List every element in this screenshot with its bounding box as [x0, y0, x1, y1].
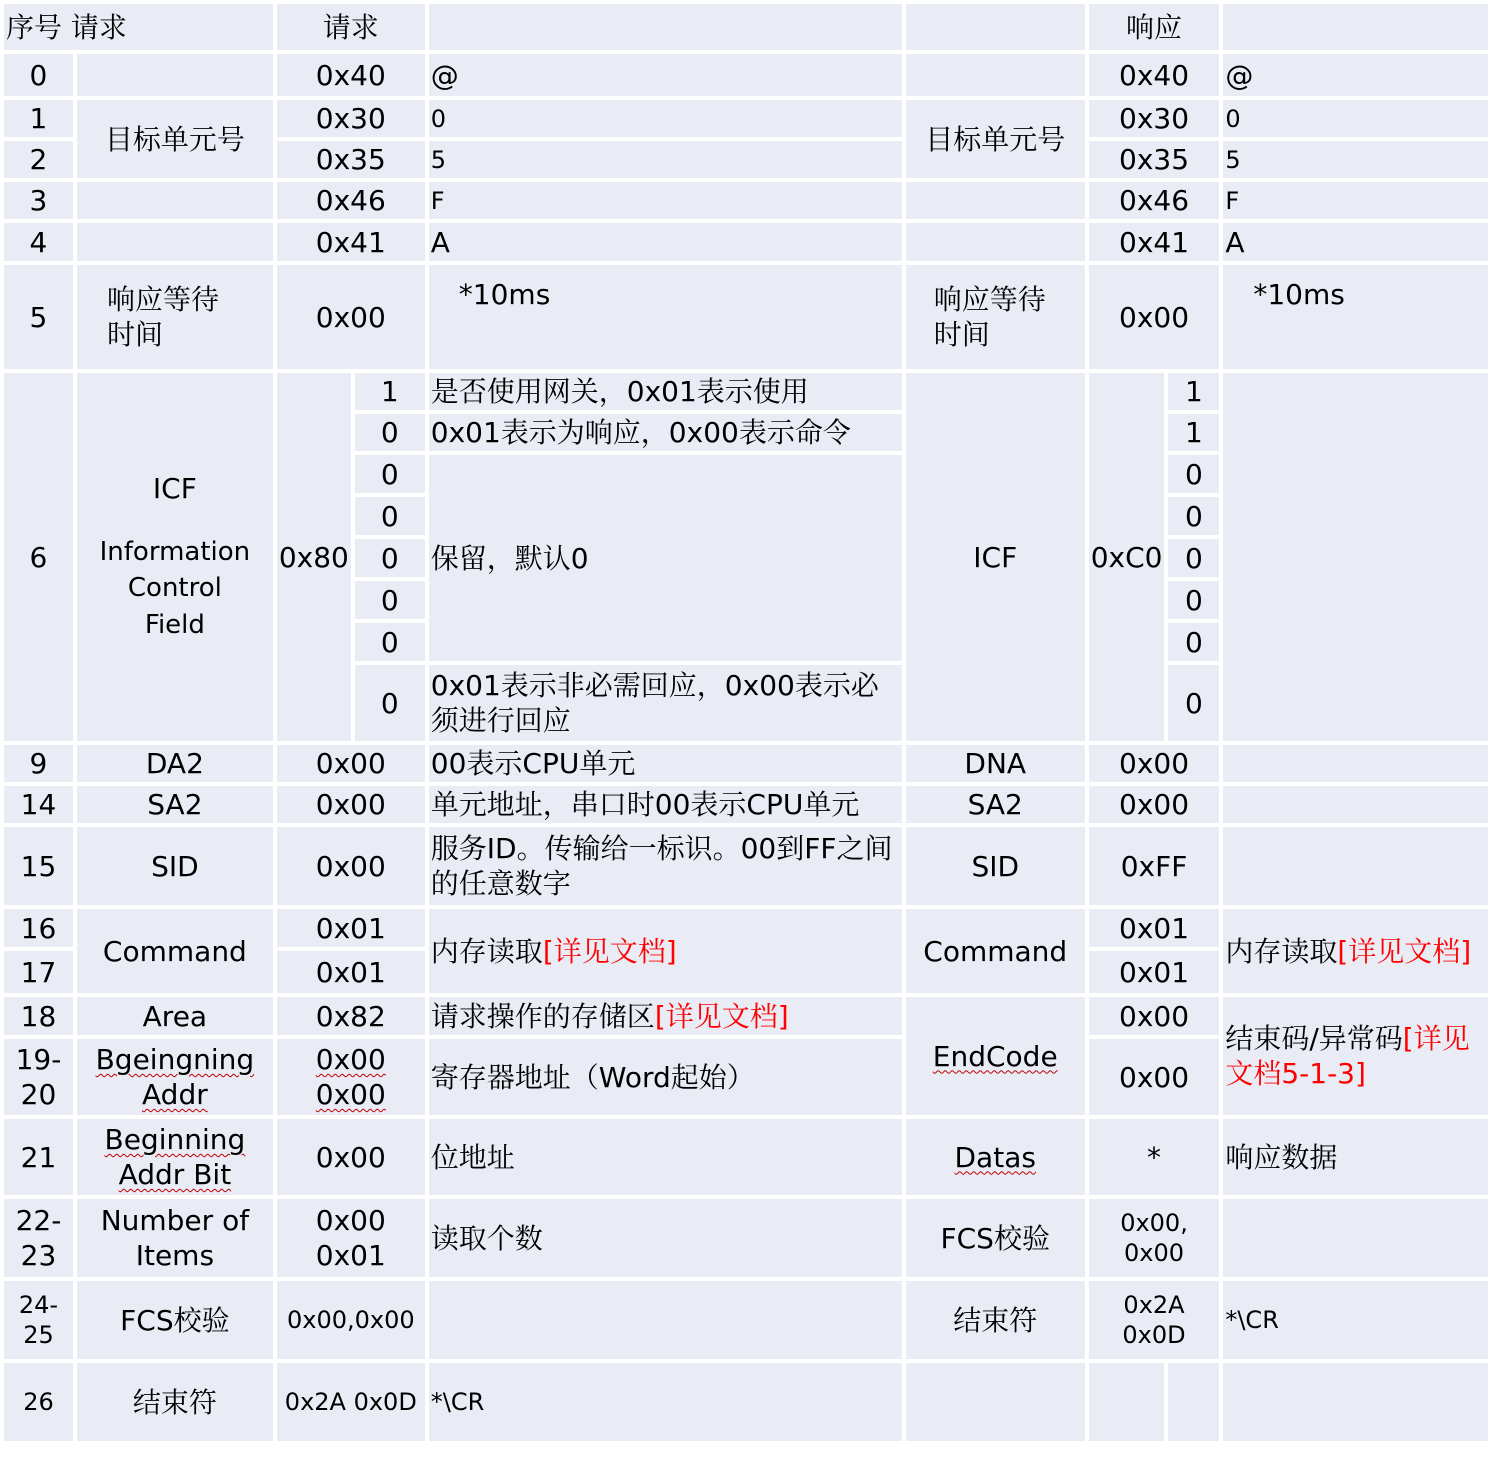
field-name-cell: FCS校验	[77, 1281, 273, 1359]
table-row	[4, 265, 1488, 369]
req-desc-cell: A	[429, 223, 902, 261]
field-name-cell: Command	[77, 909, 273, 993]
desc-text: 结束码/异常码	[1225, 1022, 1403, 1055]
resp-field-name-cell: 响应等待 时间	[906, 265, 1085, 369]
table-cell	[906, 54, 1085, 96]
req-bit-cell: 0	[355, 497, 425, 535]
field-name-cell: SID	[77, 827, 273, 905]
req-hex-cell: 0x00,0x00	[277, 1281, 425, 1359]
resp-hex-cell: 0x00	[1089, 997, 1220, 1035]
req-desc-cell: F	[429, 182, 902, 219]
begin-addr-label: Bgeingning Addr	[95, 1043, 255, 1111]
resp-desc-cell: @	[1223, 54, 1488, 96]
table-header-row	[4, 4, 1488, 50]
desc-text: 内存读取	[1225, 934, 1338, 968]
seq-cell: 6	[4, 373, 73, 741]
req-desc-cell: 5	[429, 141, 902, 178]
resp-hex-cell: 0x40	[1089, 54, 1220, 96]
req-hex-cell: 0x80	[277, 373, 351, 741]
resp-hex-cell: 0x2A 0x0D	[1089, 1281, 1220, 1359]
icf-sub-label: Information Control Field	[99, 536, 251, 640]
resp-hex-cell: 0x00	[1089, 1039, 1220, 1115]
seq-cell: 9	[4, 745, 73, 782]
resp-hex-cell: 0x41	[1089, 223, 1220, 261]
field-name-cell: 响应等待 时间	[77, 265, 273, 369]
resp-bit-cell: 0	[1168, 623, 1219, 661]
resp-hex-cell: 0x00	[1089, 265, 1220, 369]
table-cell	[1223, 827, 1488, 905]
table-cell	[1223, 1199, 1488, 1277]
req-desc-cell: 00表示CPU单元	[429, 745, 902, 782]
header-seq-request: 序号 请求	[4, 4, 273, 50]
table-row	[4, 909, 1488, 947]
req-hex-cell: 0x2A 0x0D	[277, 1363, 425, 1441]
seq-cell: 3	[4, 182, 73, 219]
resp-bit-cell: 0	[1168, 539, 1219, 577]
req-hex-cell: 0x01	[277, 951, 425, 993]
req-hex-value: 0x00 0x00	[315, 1043, 386, 1111]
resp-hex-cell: 0xC0	[1089, 373, 1165, 741]
resp-field-name-cell: SA2	[906, 786, 1085, 823]
resp-hex-cell: 0x30	[1089, 100, 1220, 137]
req-desc-cell: @	[429, 54, 902, 96]
table-cell	[906, 4, 1085, 50]
seq-cell: 0	[4, 54, 73, 96]
req-hex-cell: 0x00	[277, 745, 425, 782]
req-hex-cell	[277, 1039, 425, 1115]
table-row	[4, 1119, 1488, 1195]
req-hex-cell: 0x46	[277, 182, 425, 219]
field-name-cell: Number of Items	[77, 1199, 273, 1277]
resp-field-name-cell: Command	[906, 909, 1085, 993]
seq-cell: 17	[4, 951, 73, 993]
table-row	[4, 54, 1488, 96]
req-hex-cell: 0x00	[277, 1119, 425, 1195]
field-name-cell: 结束符	[77, 1363, 273, 1441]
req-hex-cell: 0x30	[277, 100, 425, 137]
doc-reference-link[interactable]: [详见文档]	[542, 934, 677, 968]
resp-desc-cell	[1223, 997, 1488, 1115]
resp-field-name-cell	[906, 997, 1085, 1115]
resp-field-name-cell	[906, 1119, 1085, 1195]
req-hex-cell: 0x01	[277, 909, 425, 947]
resp-desc-cell: 0	[1223, 100, 1488, 137]
resp-bit-cell: 0	[1168, 455, 1219, 493]
table-cell	[77, 223, 273, 261]
resp-hex-cell: 0x00	[1089, 786, 1220, 823]
table-row	[4, 1199, 1488, 1277]
resp-bit-cell: 0	[1168, 665, 1219, 741]
endcode-label: EndCode	[932, 1039, 1058, 1073]
req-desc-cell: *\CR	[429, 1363, 902, 1441]
seq-cell: 18	[4, 997, 73, 1035]
req-bit-cell: 0	[355, 455, 425, 493]
resp-hex-cell: 0x00, 0x00	[1089, 1199, 1220, 1277]
seq-cell: 22- 23	[4, 1199, 73, 1277]
resp-hex-cell: *	[1089, 1119, 1220, 1195]
req-desc-cell: 0	[429, 100, 902, 137]
table-cell	[77, 182, 273, 219]
req-hex-cell: 0x41	[277, 223, 425, 261]
req-bit-cell: 0	[355, 623, 425, 661]
req-desc-cell: 读取个数	[429, 1199, 902, 1277]
req-bit-cell: 0	[355, 581, 425, 619]
table-row	[4, 786, 1488, 823]
desc-text: 内存读取	[430, 934, 543, 968]
resp-bit-cell: 0	[1168, 497, 1219, 535]
begin-addr-bit-label: Beginning Addr Bit	[104, 1123, 246, 1191]
field-name-cell: Area	[77, 997, 273, 1035]
req-desc-cell: 寄存器地址（Word起始）	[429, 1039, 902, 1115]
req-desc-cell: *10ms	[429, 265, 902, 369]
table-cell	[77, 54, 273, 96]
resp-bit-cell: 1	[1168, 373, 1219, 410]
resp-desc-cell: 响应数据	[1223, 1119, 1488, 1195]
table-row	[4, 827, 1488, 905]
table-row	[4, 373, 1488, 410]
req-desc-cell: 是否使用网关，0x01表示使用	[429, 373, 902, 410]
table-cell	[1168, 1363, 1219, 1441]
resp-desc-cell: A	[1223, 223, 1488, 261]
req-hex-cell: 0x40	[277, 54, 425, 96]
field-name-cell	[77, 373, 273, 741]
seq-cell: 1	[4, 100, 73, 137]
desc-text: 请求操作的存储区	[430, 999, 655, 1033]
resp-desc-cell: *10ms	[1223, 265, 1488, 369]
table-row	[4, 223, 1488, 261]
header-request: 请求	[277, 4, 425, 50]
req-desc-cell	[429, 909, 902, 993]
datas-label: Datas	[954, 1140, 1036, 1174]
resp-field-name-cell: 结束符	[906, 1281, 1085, 1359]
seq-cell: 26	[4, 1363, 73, 1441]
resp-field-name-cell: ICF	[906, 373, 1085, 741]
resp-field-name-cell: SID	[906, 827, 1085, 905]
doc-reference-link[interactable]: [详见文档]	[1337, 934, 1472, 968]
seq-cell: 14	[4, 786, 73, 823]
table-row	[4, 1281, 1488, 1359]
req-desc-cell	[429, 997, 902, 1035]
req-hex-cell: 0x82	[277, 997, 425, 1035]
req-hex-cell: 0x35	[277, 141, 425, 178]
req-hex-cell: 0x00 0x01	[277, 1199, 425, 1277]
table-cell	[906, 1363, 1085, 1441]
seq-cell: 15	[4, 827, 73, 905]
req-hex-cell: 0x00	[277, 827, 425, 905]
req-bit-cell: 0	[355, 414, 425, 451]
icf-label: ICF	[152, 471, 197, 505]
req-bit-cell: 1	[355, 373, 425, 410]
table-cell	[1089, 1363, 1165, 1441]
doc-reference-link[interactable]: [详见文档]	[654, 999, 789, 1033]
resp-hex-cell: 0xFF	[1089, 827, 1220, 905]
table-cell	[429, 4, 902, 50]
req-hex-cell: 0x00	[277, 786, 425, 823]
resp-desc-cell: 5	[1223, 141, 1488, 178]
table-cell	[906, 182, 1085, 219]
doc-reference-link[interactable]: [详见文档5-1-3]	[1225, 1022, 1470, 1090]
field-name-cell: SA2	[77, 786, 273, 823]
table-row	[4, 182, 1488, 219]
req-desc-cell: 位地址	[429, 1119, 902, 1195]
table-cell	[1223, 786, 1488, 823]
field-name-cell	[77, 1119, 273, 1195]
resp-desc-cell: F	[1223, 182, 1488, 219]
table-cell	[429, 1281, 902, 1359]
req-desc-cell: 保留，默认0	[429, 455, 902, 661]
seq-cell: 24- 25	[4, 1281, 73, 1359]
table-row	[4, 100, 1488, 137]
resp-bit-cell: 0	[1168, 581, 1219, 619]
table-row	[4, 1363, 1488, 1441]
resp-field-name-cell: FCS校验	[906, 1199, 1085, 1277]
req-hex-cell: 0x00	[277, 265, 425, 369]
table-cell	[906, 223, 1085, 261]
resp-field-name-cell: DNA	[906, 745, 1085, 782]
req-desc-cell: 服务ID。传输给一标识。00到FF之间的任意数字	[429, 827, 902, 905]
resp-hex-cell: 0x01	[1089, 951, 1220, 993]
table-cell	[1223, 1363, 1488, 1441]
seq-cell: 5	[4, 265, 73, 369]
resp-desc-cell	[1223, 909, 1488, 993]
seq-cell: 21	[4, 1119, 73, 1195]
resp-desc-cell: *\CR	[1223, 1281, 1488, 1359]
table-cell	[1223, 373, 1488, 741]
field-name-cell	[77, 1039, 273, 1115]
req-desc-cell: 单元地址，串口时00表示CPU单元	[429, 786, 902, 823]
field-name-cell: 目标单元号	[77, 100, 273, 178]
resp-field-name-cell: 目标单元号	[906, 100, 1085, 178]
seq-cell: 2	[4, 141, 73, 178]
req-desc-cell: 0x01表示非必需回应，0x00表示必须进行回应	[429, 665, 902, 741]
seq-cell: 16	[4, 909, 73, 947]
resp-bit-cell: 1	[1168, 414, 1219, 451]
resp-hex-cell: 0x01	[1089, 909, 1220, 947]
table-row	[4, 745, 1488, 782]
resp-hex-cell: 0x35	[1089, 141, 1220, 178]
table-cell	[1223, 4, 1488, 50]
resp-hex-cell: 0x46	[1089, 182, 1220, 219]
table-row	[4, 997, 1488, 1035]
seq-cell: 19- 20	[4, 1039, 73, 1115]
req-bit-cell: 0	[355, 539, 425, 577]
req-bit-cell: 0	[355, 665, 425, 741]
field-name-cell: DA2	[77, 745, 273, 782]
seq-cell: 4	[4, 223, 73, 261]
header-response: 响应	[1089, 4, 1220, 50]
resp-hex-cell: 0x00	[1089, 745, 1220, 782]
req-desc-cell: 0x01表示为响应，0x00表示命令	[429, 414, 902, 451]
table-cell	[1223, 745, 1488, 782]
